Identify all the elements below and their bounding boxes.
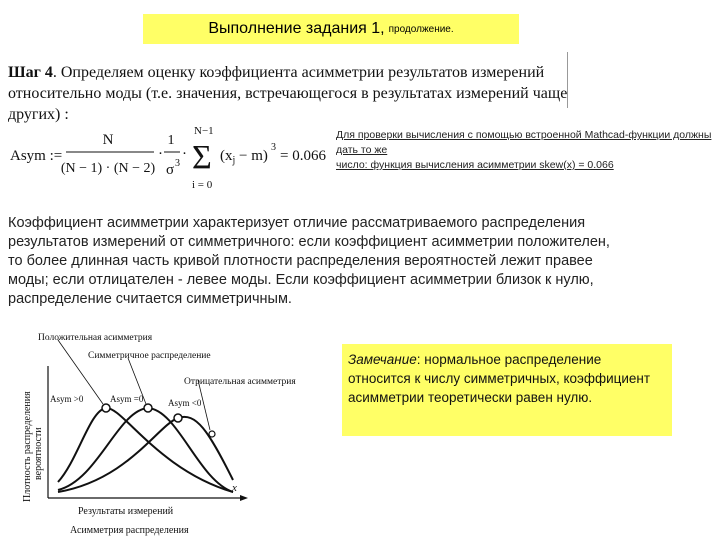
note-body: : нормальное распределение относится к числу симметричных, коэффициент асимметрии теоретически равен нулю. <box>348 352 651 405</box>
y-axis-label-line2: вероятности <box>33 427 44 480</box>
formula-term-power: 3 <box>271 142 276 153</box>
symmetric-peak-marker <box>144 404 152 412</box>
asym-negative-label: Asym <0 <box>168 398 202 408</box>
formula-lhs: Asym := <box>10 148 63 164</box>
divider-line <box>567 52 568 108</box>
sum-lower-limit: i = 0 <box>192 179 213 191</box>
x-axis-label: Результаты измерений <box>78 506 174 517</box>
paragraph-line2: результатов измерений от симметричного: если коэффициент асимметрии положителен, <box>8 234 610 250</box>
step-description <box>8 62 568 125</box>
formula-sigma-power: 3 <box>175 158 180 169</box>
step-text-line1: . Определяем оценку коэффициента асимметрии результатов измерений <box>52 64 545 81</box>
formula-term: $(x_j - m)$ <box>220 148 268 166</box>
negative-tail-marker <box>209 431 215 437</box>
step-label: Шаг 4 <box>8 64 53 81</box>
x-axis-arrow <box>240 495 248 501</box>
positive-asymmetry-label: Положительная асимметрия <box>38 333 153 343</box>
symmetric-curve <box>58 408 233 492</box>
x-axis-symbol: x <box>232 482 237 494</box>
asymmetry-diagram <box>18 330 338 540</box>
asym-positive-label: Asym >0 <box>50 394 84 404</box>
asymmetry-formula <box>8 122 328 198</box>
paragraph-line3: то более длинная часть кривой плотности распределения вероятностей лежит правее <box>8 253 593 269</box>
positive-asymmetry-curve <box>58 408 233 492</box>
paragraph-line4: моды; если отлицателен - левее моды. Если коэффициент асимметрии близок к нулю, <box>8 272 594 288</box>
mathcad-check-note <box>336 128 716 173</box>
negative-peak-marker <box>174 414 182 422</box>
formula-dot-1: · <box>158 146 163 162</box>
sum-sign: Σ <box>192 139 212 176</box>
check-note-line1: Для проверки вычисления с помощью встроенной Mathcad-функции должны дать то же <box>336 129 712 156</box>
sum-upper-limit: N−1 <box>194 125 214 137</box>
paragraph-line1: Коэффициент асимметрии характеризует отличие рассматриваемого распределения <box>8 215 586 231</box>
formula-sigma: σ <box>166 162 175 178</box>
paragraph-line5: распределение считается симметричным. <box>8 291 292 307</box>
slide-title-continued: продолжение. <box>388 23 454 35</box>
slide-title-bar <box>143 14 519 44</box>
negative-asymmetry-curve <box>58 417 233 492</box>
check-note-line2: число: функция вычисления асимметрии skew(x) = 0.066 <box>336 159 614 171</box>
y-axis-label-line1: Плотность распределения <box>22 391 33 502</box>
step-text-line2: относительно моды (т.е. значения, встречающегося в результатах измерений чаще других) : <box>8 85 568 123</box>
note-box <box>342 344 672 436</box>
negative-asymmetry-label: Отрицательная асимметрия <box>184 377 296 387</box>
formula-numerator: N <box>102 132 114 148</box>
formula-one: 1 <box>167 133 175 148</box>
diagram-caption: Асимметрия распределения <box>70 525 189 536</box>
formula-dot-2: · <box>182 146 187 162</box>
note-label: Замечание <box>348 352 417 367</box>
formula-denominator: (N − 1) · (N − 2) <box>60 161 156 176</box>
formula-result: = 0.066 <box>280 148 326 164</box>
slide-title: Выполнение задания 1, <box>208 20 385 37</box>
note-text <box>348 350 666 407</box>
asymmetry-explanation <box>8 214 628 309</box>
asym-zero-label: Asym =0 <box>110 394 144 404</box>
symmetric-distribution-label: Симметричное распределение <box>88 351 211 361</box>
positive-peak-marker <box>102 404 110 412</box>
